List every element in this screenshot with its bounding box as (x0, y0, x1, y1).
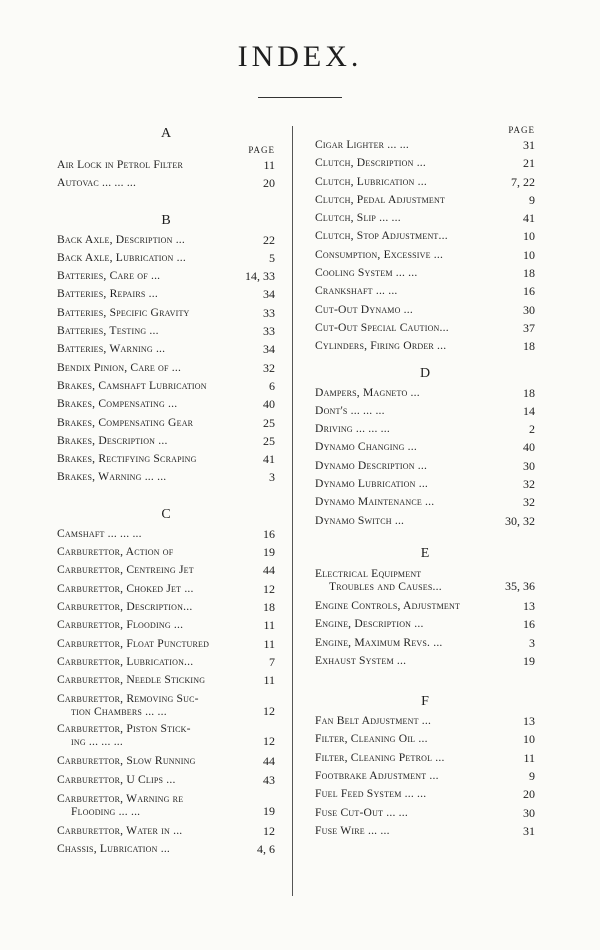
entry-name: Batteries, Specific Gravity (57, 305, 190, 319)
entry-name: Brakes, Camshaft Lubrication (57, 378, 207, 392)
entry-page-number: 12 (263, 581, 275, 596)
index-entry (315, 475, 535, 493)
index-entry (315, 749, 535, 767)
entry-page-number: 40 (263, 397, 275, 412)
entry-page-number: 41 (263, 452, 275, 467)
entry-page-number: 44 (263, 563, 275, 578)
entry-page-number: 30 (523, 302, 535, 317)
entry-name-continued: ing ... ... ... (71, 735, 123, 749)
entry-name: Cut-Out Special Caution... (315, 320, 449, 334)
index-entry (57, 580, 275, 598)
index-entry (315, 301, 535, 319)
entry-page-number: 4, 6 (257, 842, 275, 857)
entry-page-number: 43 (263, 772, 275, 787)
index-entry (315, 512, 535, 530)
entry-name: Carburettor, Warning re (57, 792, 184, 806)
page-title: INDEX. (237, 40, 363, 73)
entry-name: Dynamo Changing ... (315, 440, 417, 454)
entry-page-number: 22 (263, 232, 275, 247)
index-entry (315, 154, 535, 172)
entry-page-number: 10 (523, 229, 535, 244)
entry-page-number: 12 (263, 734, 275, 749)
entry-name: Cooling System ... ... (315, 266, 418, 280)
entry-page-number: 33 (263, 305, 275, 320)
entry-page-number: 7, 22 (511, 174, 535, 189)
entry-page-number: 34 (263, 342, 275, 357)
entry-name: Carburettor, U Clips ... (57, 772, 176, 786)
section-letter-d: D (419, 365, 431, 381)
index-entry (57, 822, 275, 840)
entry-name: Brakes, Warning ... ... (57, 470, 167, 484)
entry-page-number: 14, 33 (245, 269, 275, 284)
index-entry (57, 359, 275, 377)
index-entry (315, 420, 535, 438)
entry-name: Exhaust System ... (315, 653, 407, 667)
index-entry (57, 792, 275, 818)
index-entry (57, 322, 275, 340)
entry-name-continued: Flooding ... ... (71, 805, 141, 819)
entry-page-number: 3 (529, 635, 535, 650)
right-column (315, 124, 535, 840)
entry-page-number: 16 (523, 617, 535, 632)
entry-page-number: 18 (523, 339, 535, 354)
section-letter-e: E (420, 545, 430, 561)
entry-page-number: 32 (523, 477, 535, 492)
entry-page-number: 20 (523, 787, 535, 802)
index-entry (315, 337, 535, 355)
page-column-label: PAGE (508, 125, 535, 135)
entry-name: Carburettor, Centreing Jet (57, 563, 194, 577)
entry-name: Carburettor, Water in ... (57, 824, 183, 838)
entry-page-number: 13 (523, 598, 535, 613)
entry-name: Dampers, Magneto ... (315, 385, 420, 399)
index-entry (315, 384, 535, 402)
entry-page-number: 31 (523, 823, 535, 838)
entry-name: Dynamo Description ... (315, 458, 428, 472)
index-entry (57, 249, 275, 267)
entry-name: Dynamo Maintenance ... (315, 495, 435, 509)
entry-page-number: 11 (263, 618, 275, 633)
index-entry (315, 246, 535, 264)
index-entry (57, 414, 275, 432)
entry-name: Back Axle, Description ... (57, 232, 185, 246)
index-entry (57, 304, 275, 322)
entry-page-number: 14 (523, 403, 535, 418)
entry-page-number: 3 (269, 470, 275, 485)
index-entry (315, 634, 535, 652)
entry-page-number: 25 (263, 433, 275, 448)
section-letter-b: B (161, 212, 171, 228)
entry-page-number: 18 (263, 599, 275, 614)
entry-page-number: 32 (263, 360, 275, 375)
index-entry (57, 561, 275, 579)
section-letter-f: F (421, 694, 429, 710)
entry-page-number: 41 (523, 211, 535, 226)
index-entry (57, 174, 275, 192)
entry-name: Footbrake Adjustment ... (315, 769, 439, 783)
entry-page-number: 30 (523, 458, 535, 473)
index-entry (57, 377, 275, 395)
entry-name: Carburettor, Description... (57, 599, 193, 613)
index-entry (315, 209, 535, 227)
index-entry (315, 438, 535, 456)
entry-page-number: 21 (523, 156, 535, 171)
entry-name-continued: tion Chambers ... ... (71, 705, 167, 719)
index-entry (57, 432, 275, 450)
index-entry (57, 752, 275, 770)
index-entry (315, 264, 535, 282)
entry-name: Clutch, Description ... (315, 156, 426, 170)
entry-name: Carburettor, Piston Stick- (57, 722, 191, 736)
index-entry (315, 173, 535, 191)
entry-page-number: 30, 32 (505, 513, 535, 528)
index-entry (57, 635, 275, 653)
entry-page-number: 44 (263, 754, 275, 769)
index-entry (315, 785, 535, 803)
entry-page-number: 10 (523, 247, 535, 262)
column-divider (292, 126, 293, 896)
entry-name: Carburettor, Action of (57, 545, 174, 559)
entry-page-number: 11 (523, 750, 535, 765)
entry-page-number: 11 (263, 673, 275, 688)
entry-name: Filter, Cleaning Petrol ... (315, 750, 445, 764)
entry-name: Batteries, Testing ... (57, 324, 159, 338)
index-entry (315, 136, 535, 154)
entry-page-number: 18 (523, 266, 535, 281)
index-entry (57, 598, 275, 616)
index-entry (57, 771, 275, 789)
entry-name: Carburettor, Lubrication... (57, 654, 194, 668)
entry-name: Fuel Feed System ... ... (315, 787, 427, 801)
entry-page-number: 12 (263, 704, 275, 719)
entry-page-number: 5 (269, 250, 275, 265)
entry-name: Clutch, Pedal Adjustment (315, 192, 446, 206)
index-entry (315, 567, 535, 593)
entry-name: Carburettor, Flooding ... (57, 618, 184, 632)
entry-name: Clutch, Lubrication ... (315, 174, 427, 188)
entry-page-number: 37 (523, 320, 535, 335)
entry-name: Cut-Out Dynamo ... (315, 302, 413, 316)
index-entry (57, 231, 275, 249)
entry-page-number: 6 (269, 378, 275, 393)
entry-page-number: 10 (523, 732, 535, 747)
index-entry (57, 840, 275, 858)
entry-name: Dynamo Lubrication ... (315, 477, 429, 491)
entry-name: Engine, Maximum Revs. ... (315, 635, 443, 649)
entry-name: Dynamo Switch ... (315, 513, 405, 527)
entry-page-number: 34 (263, 287, 275, 302)
entry-name: Cylinders, Firing Order ... (315, 339, 447, 353)
entry-name: Carburettor, Needle Sticking (57, 673, 206, 687)
index-entry (315, 402, 535, 420)
entry-page-number: 19 (523, 653, 535, 668)
entry-name: Fan Belt Adjustment ... (315, 714, 432, 728)
entry-name: Carburettor, Removing Suc- (57, 692, 199, 706)
entry-name: Engine Controls, Adjustment (315, 598, 461, 612)
entry-name: Clutch, Stop Adjustment... (315, 229, 448, 243)
index-entry (315, 227, 535, 245)
index-entry (57, 525, 275, 543)
entry-name: Fuse Wire ... ... (315, 823, 390, 837)
entry-name: Camshaft ... ... ... (57, 526, 142, 540)
index-entry (57, 395, 275, 413)
entry-name: Batteries, Repairs ... (57, 287, 158, 301)
index-entry (57, 267, 275, 285)
index-entry (315, 712, 535, 730)
index-entry (315, 191, 535, 209)
index-entry (57, 285, 275, 303)
index-entry (57, 616, 275, 634)
entry-name: Batteries, Care of ... (57, 269, 161, 283)
section-letter-c: C (161, 506, 171, 522)
entry-name: Fuse Cut-Out ... ... (315, 805, 408, 819)
index-entry (57, 671, 275, 689)
entry-page-number: 9 (529, 192, 535, 207)
index-entry (57, 156, 275, 174)
entry-page-number: 35, 36 (505, 578, 535, 593)
entry-page-number: 25 (263, 415, 275, 430)
page-column-label: PAGE (248, 145, 275, 155)
index-entry (57, 543, 275, 561)
entry-page-number: 12 (263, 824, 275, 839)
entry-page-number: 9 (529, 769, 535, 784)
entry-name: Filter, Cleaning Oil ... (315, 732, 428, 746)
entry-name: Clutch, Slip ... ... (315, 211, 401, 225)
entry-page-number: 11 (263, 636, 275, 651)
entry-name: Consumption, Excessive ... (315, 247, 444, 261)
entry-name: Carburettor, Slow Running (57, 754, 196, 768)
entry-name: Brakes, Compensating Gear (57, 415, 194, 429)
entry-page-number: 40 (523, 440, 535, 455)
index-entry (315, 822, 535, 840)
entry-page-number: 11 (263, 158, 275, 172)
entry-name: Dont's ... ... ... (315, 403, 385, 417)
entry-name: Cigar Lighter ... ... (315, 138, 409, 151)
entry-page-number: 2 (529, 422, 535, 437)
entry-name: Carburettor, Float Punctured (57, 636, 210, 650)
section-letter-a: A (160, 126, 172, 141)
entry-page-number: 13 (523, 714, 535, 729)
index-entry (57, 692, 275, 718)
entry-name: Engine, Description ... (315, 617, 424, 631)
index-entry (315, 767, 535, 785)
index-entry (315, 282, 535, 300)
entry-page-number: 19 (263, 804, 275, 819)
entry-page-number: 30 (523, 805, 535, 820)
index-entry (57, 450, 275, 468)
index-entry (315, 597, 535, 615)
entry-page-number: 32 (523, 495, 535, 510)
index-entry (315, 319, 535, 337)
entry-name: Brakes, Description ... (57, 433, 168, 447)
index-entry (57, 468, 275, 486)
index-entry (315, 652, 535, 670)
entry-name: Bendix Pinion, Care of ... (57, 360, 182, 374)
entry-page-number: 7 (269, 654, 275, 669)
entry-name: Electrical Equipment (315, 566, 422, 580)
index-entry (57, 340, 275, 358)
entry-page-number: 16 (263, 526, 275, 541)
entry-name: Carburettor, Choked Jet ... (57, 581, 194, 595)
index-entry (57, 722, 275, 748)
entry-name: Driving ... ... ... (315, 422, 390, 436)
index-entry (315, 730, 535, 748)
entry-page-number: 19 (263, 545, 275, 560)
entry-name: Back Axle, Lubrication ... (57, 250, 186, 264)
index-entry (315, 493, 535, 511)
entry-name: Batteries, Warning ... (57, 342, 166, 356)
index-entry (315, 457, 535, 475)
entry-page-number: 18 (523, 385, 535, 400)
entry-name: Chassis, Lubrication ... (57, 842, 171, 856)
left-column (57, 124, 275, 859)
entry-page-number: 31 (523, 138, 535, 152)
index-entry (57, 653, 275, 671)
entry-name: Brakes, Rectifying Scraping (57, 452, 197, 466)
index-entry (315, 615, 535, 633)
title-rule (258, 97, 342, 98)
entry-name: Crankshaft ... ... (315, 284, 398, 298)
entry-name: Autovac ... ... ... (57, 176, 137, 190)
entry-name-continued: Troubles and Causes... (329, 579, 442, 593)
index-entry (315, 804, 535, 822)
entry-name: Air Lock in Petrol Filter (57, 158, 183, 171)
entry-page-number: 33 (263, 324, 275, 339)
entry-page-number: 20 (263, 176, 275, 191)
entry-name: Brakes, Compensating ... (57, 397, 178, 411)
entry-page-number: 16 (523, 284, 535, 299)
